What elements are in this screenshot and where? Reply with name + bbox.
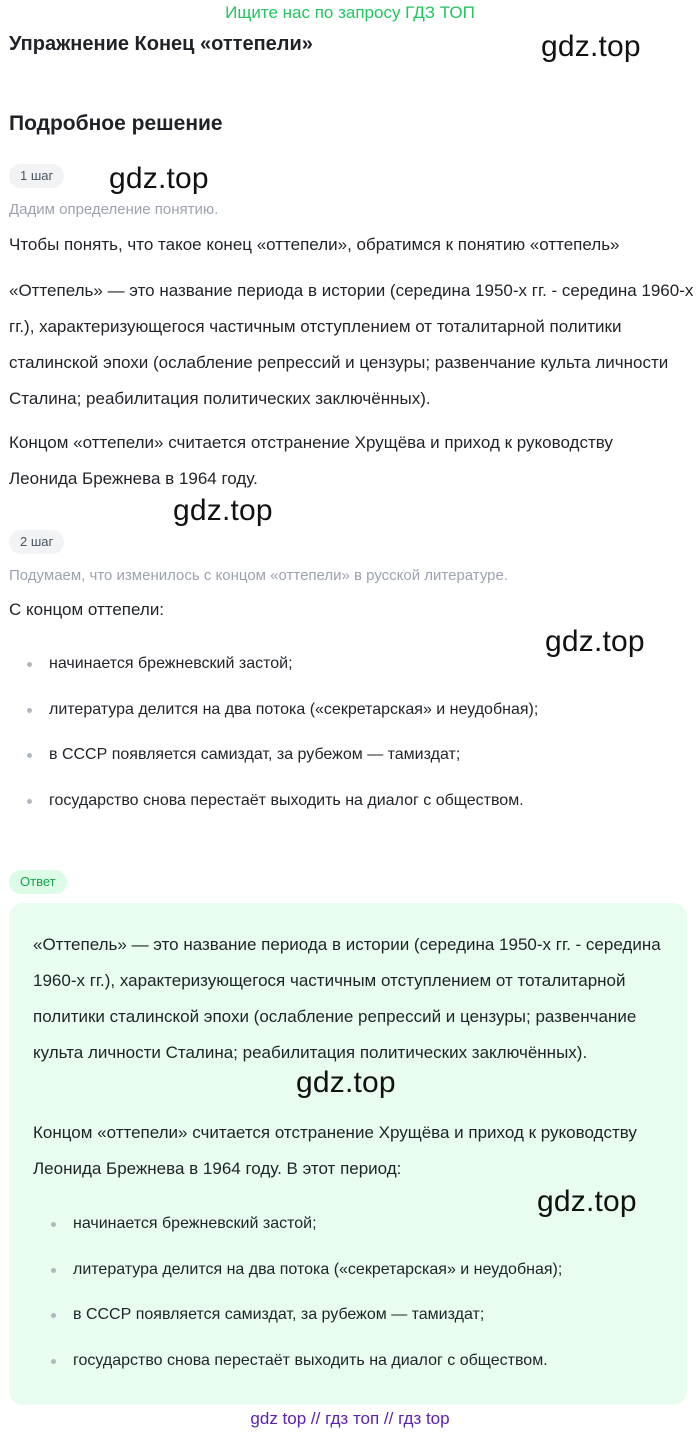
footer-watermark: gdz top // гдз топ // гдз top [250, 1409, 450, 1428]
list-item: начинается брежневский застой; [33, 1213, 683, 1259]
list-item: литература делится на два потока («секретарская» и неудобная); [9, 699, 689, 745]
step-2-badge: 2 шаг [9, 530, 64, 554]
watermark: gdz.top [545, 625, 645, 658]
step-2-list [9, 653, 689, 835]
watermark: gdz.top [173, 494, 273, 527]
watermark: gdz.top [541, 30, 641, 63]
list-item: государство снова перестаёт выходить на диалог с обществом. [33, 1350, 683, 1396]
step-1-paragraph: «Оттепель» — это название периода в истории (середина 1950-х гг. - середина 1960-х гг.), характеризующегося частичным отступлением от тоталитарной политики сталинской эпохи (ослабление репрессий и цензуры; развенчание культа личности Сталина; реабилитация политических заключённых). [9, 281, 694, 408]
step-2-hint: Подумаем, что изменилось с концом «оттепели» в русской литературе. [9, 567, 509, 584]
answer-list [33, 1213, 683, 1395]
watermark: gdz.top [109, 162, 209, 195]
step-1-paragraph: Чтобы понять, что такое конец «оттепели», обратимся к понятию «оттепель» [9, 235, 620, 254]
answer-box [9, 903, 687, 1405]
answer-paragraph: Концом «оттепели» считается отстранение Хрущёва и приход к руководству Леонида Брежнева в 1964 году. В этот период: [33, 1123, 637, 1178]
list-item: начинается брежневский застой; [9, 653, 689, 699]
watermark: gdz.top [296, 1066, 396, 1099]
section-title: Подробное решение [9, 112, 223, 135]
step-1-badge: 1 шаг [9, 164, 64, 188]
search-banner: Ищите нас по запросу ГДЗ ТОП [225, 3, 475, 22]
list-item: в СССР появляется самиздат, за рубежом — тамиздат; [33, 1304, 683, 1350]
watermark: gdz.top [537, 1185, 637, 1218]
step-2-intro: С концом оттепели: [9, 600, 165, 619]
page-title: Упражнение Конец «оттепели» [9, 33, 313, 55]
answer-badge: Ответ [9, 870, 67, 894]
step-1-paragraph: Концом «оттепели» считается отстранение Хрущёва и приход к руководству Леонида Брежнева в 1964 году. [9, 433, 613, 488]
list-item: литература делится на два потока («секретарская» и неудобная); [33, 1259, 683, 1305]
step-1-hint: Дадим определение понятию. [9, 201, 219, 218]
answer-paragraph: «Оттепель» — это название периода в истории (середина 1950-х гг. - середина 1960-х гг.), характеризующегося частичным отступлением от тоталитарной политики сталинской эпохи (ослабление репрессий и цензуры; развенчание культа личности Сталина; реабилитация политических заключённых). [33, 935, 661, 1062]
list-item: государство снова перестаёт выходить на диалог с обществом. [9, 790, 689, 836]
list-item: в СССР появляется самиздат, за рубежом — тамиздат; [9, 744, 689, 790]
